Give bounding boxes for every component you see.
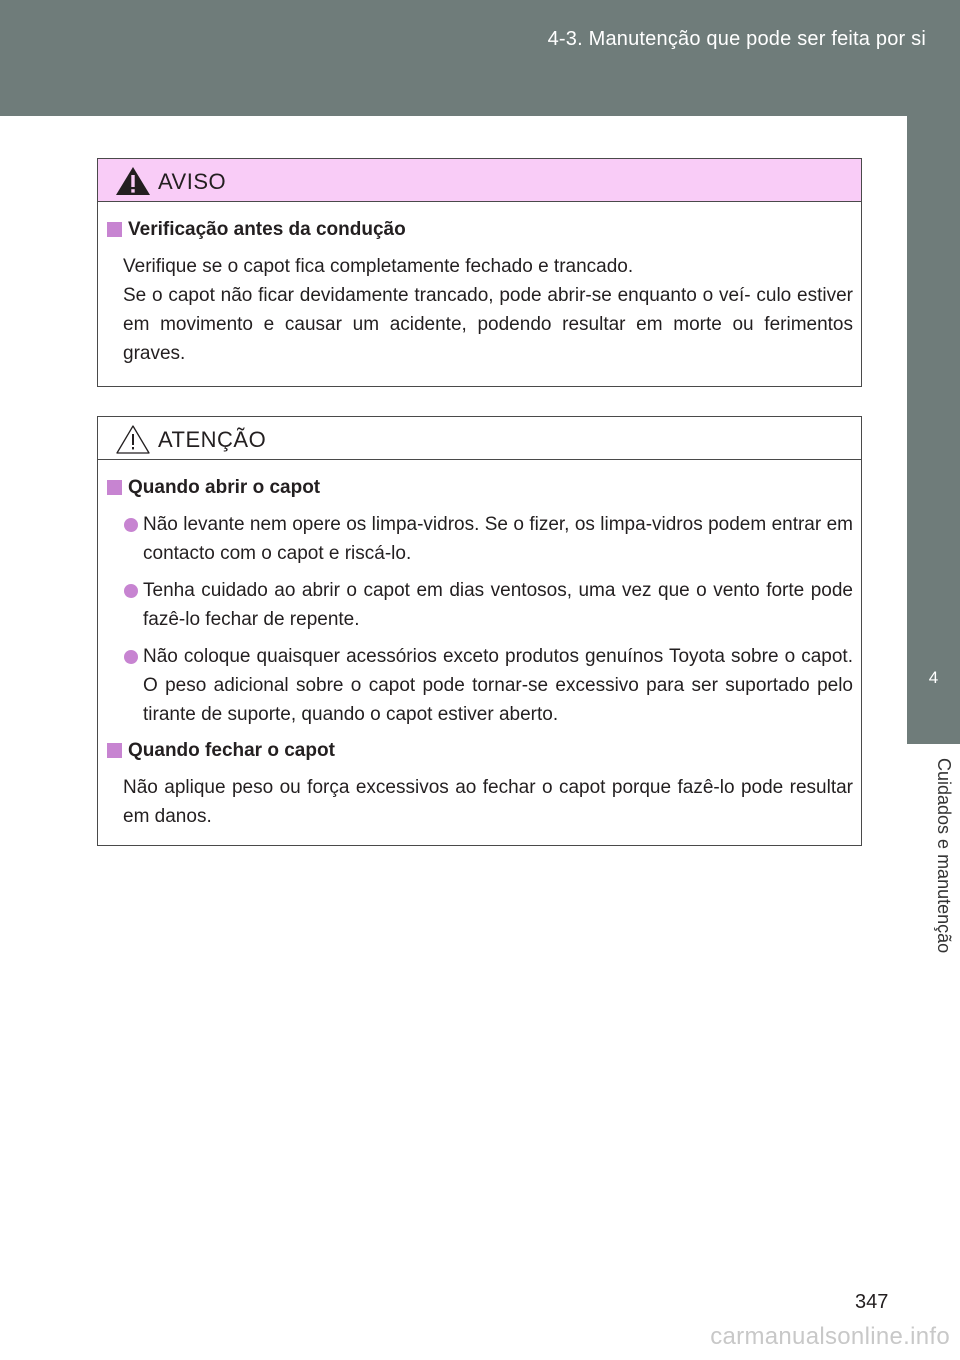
- section-heading: [106, 737, 853, 765]
- warning-triangle-outline-icon: [114, 423, 152, 455]
- square-bullet-icon: [107, 222, 122, 237]
- square-bullet-icon: [107, 743, 122, 758]
- paragraph: Se o capot não ficar devidamente trancado, pode abrir-se enquanto o veí- culo estiver em movimento e causar um acidente, podendo resultar em morte ou ferimentos graves.: [123, 285, 853, 364]
- caution-box-title: ATENÇÃO: [158, 427, 267, 452]
- caution-box: [97, 416, 862, 846]
- round-bullet-icon: [124, 584, 138, 598]
- side-tab-number: 4: [928, 668, 939, 687]
- side-tab-label: Cuidados e manutenção: [934, 758, 954, 954]
- paragraph: Não aplique peso ou força excessivos ao fechar o capot porque fazê-lo pode resultar em danos.: [123, 777, 853, 827]
- section-heading: [106, 216, 853, 244]
- watermark: carmanualsonline.info: [710, 1323, 950, 1350]
- square-bullet-icon: [107, 480, 122, 495]
- round-bullet-icon: [124, 650, 138, 664]
- section-heading-text: Quando fechar o capot: [128, 740, 335, 761]
- round-bullet-icon: [124, 518, 138, 532]
- warning-box-body: [98, 202, 861, 368]
- page-header: [0, 0, 960, 116]
- section-heading-text: Verificação antes da condução: [128, 219, 406, 240]
- list-item-text: Não levante nem opere os limpa-vidros. Se o fizer, os limpa-vidros podem entrar em contacto com o capot e riscá-lo.: [143, 514, 853, 564]
- list-item-text: Tenha cuidado ao abrir o capot em dias ventosos, uma vez que o vento forte pode fazê-lo fechar de repente.: [143, 580, 853, 630]
- list-item: [106, 642, 853, 729]
- page-number: 347: [855, 1291, 889, 1313]
- chapter-section-title: 4-3. Manutenção que pode ser feita por si: [547, 28, 926, 50]
- warning-box-title: AVISO: [158, 169, 227, 194]
- warning-triangle-filled-icon: [114, 165, 152, 197]
- section-heading: [106, 474, 853, 502]
- list-item-text: Não coloque quaisquer acessórios exceto produtos genuínos Toyota sobre o capot. O peso adicional sobre o capot pode tornar-se excessivo para ser suportado pelo tirante de suporte, quando o capot estiver aberto.: [143, 646, 853, 725]
- section-heading-text: Quando abrir o capot: [128, 477, 321, 498]
- caution-box-header: [98, 417, 861, 460]
- warning-box-header: [98, 159, 861, 202]
- caution-box-body: [98, 460, 861, 831]
- warning-box: [97, 158, 862, 387]
- paragraph: Verifique se o capot fica completamente fechado e trancado.: [123, 256, 634, 277]
- list-item: [106, 576, 853, 634]
- list-item: [106, 510, 853, 568]
- side-chapter-tab: [907, 116, 960, 744]
